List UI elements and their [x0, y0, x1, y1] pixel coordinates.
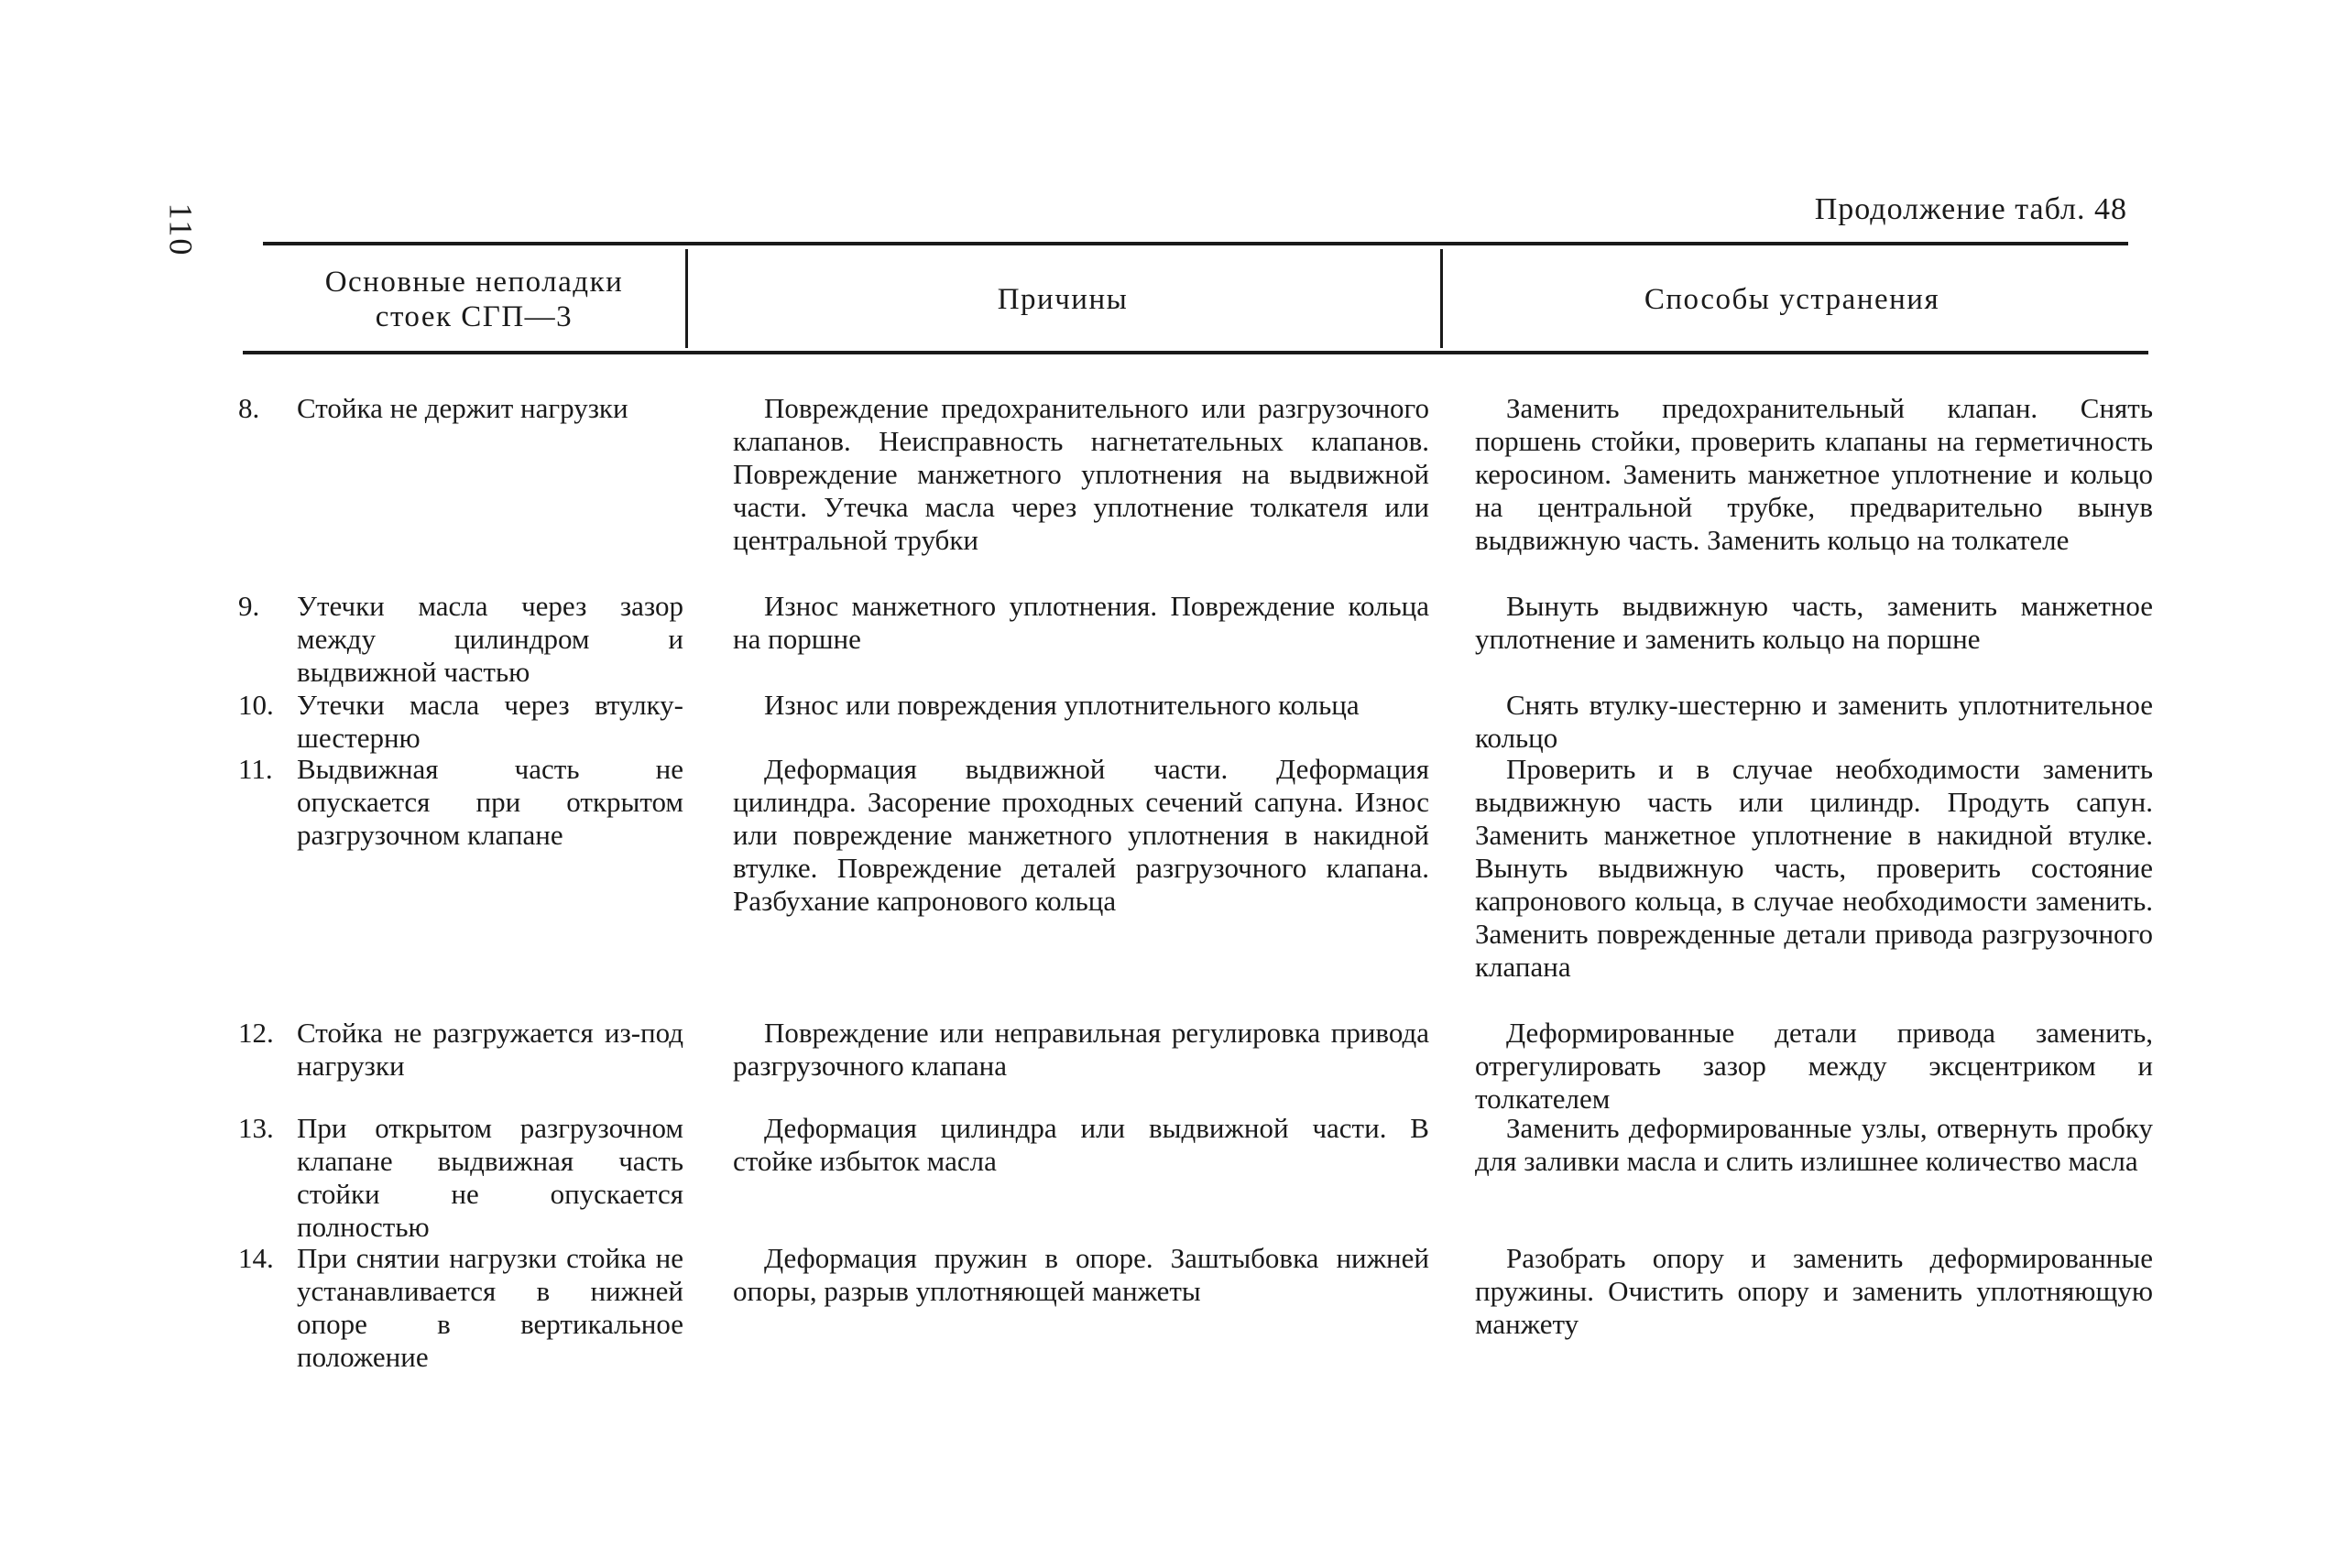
row-number: 13.	[238, 1112, 274, 1144]
fault-text: Утечки масла через зазор между цилиндром и выдвижной частью	[297, 590, 683, 688]
remedy-cell: Снять втулку-шестерню и заменить уплотнительное кольцо	[1475, 689, 2153, 754]
page-number: 110	[162, 202, 200, 257]
cause-cell: Деформация цилиндра или выдвижной части. В стойке избыток масла	[733, 1112, 1429, 1177]
fault-text: Выдвижная часть не опускается при открытом разгрузочном клапане	[297, 753, 683, 851]
cause-cell: Износ манжетного уплотнения. Повреждение кольца на поршне	[733, 590, 1429, 655]
cause-cell: Деформация пружин в опоре. Заштыбовка нижней опоры, разрыв уплотняющей манжеты	[733, 1242, 1429, 1307]
row-number: 12.	[238, 1017, 274, 1049]
fault-text: Утечки масла через втулку-шестерню	[297, 689, 683, 754]
cause-cell: Повреждение или неправильная регулировка привода разгрузочного клапана	[733, 1017, 1429, 1082]
fault-text: При открытом разгрузочном клапане выдвижная часть стойки не опускается полностью	[297, 1112, 683, 1243]
cause-cell: Деформация выдвижной части. Деформация цилиндра. Засорение проходных сечений сапуна. Износ или повреждение манжетного уплотнения в накидной втулке. Повреждение деталей разгрузочного клапана. Разбухание капронового кольца	[733, 753, 1429, 917]
fault-text: Стойка не держит нагрузки	[297, 392, 628, 424]
fault-text: При снятии нагрузки стойка не устанавливается в нижней опоре в вертикальное положение	[297, 1242, 683, 1373]
remedy-cell: Проверить и в случае необходимости заменить выдвижную часть или цилиндр. Продуть сапун. Заменить манжетное уплотнение в накидной втулке. Вынуть выдвижную часть, проверить состояние капронового кольца, в случае необходимости заменить. Заменить поврежденные детали привода разгрузочного клапана	[1475, 753, 2153, 983]
header-separator-1	[685, 249, 688, 348]
table-top-rule	[263, 242, 2128, 245]
table-continuation-label: Продолжение табл. 48	[1814, 192, 2127, 226]
fault-text: Стойка не разгружается из-под нагрузки	[297, 1017, 683, 1082]
remedy-cell: Заменить деформированные узлы, отвернуть пробку для заливки масла и слить излишнее количество масла	[1475, 1112, 2153, 1177]
remedy-cell: Деформированные детали привода заменить, отрегулировать зазор между эксцентриком и толкателем	[1475, 1017, 2153, 1115]
row-number: 10.	[238, 689, 274, 721]
row-number: 11.	[238, 753, 273, 785]
table-header-rule	[243, 351, 2148, 354]
cause-cell: Износ или повреждения уплотнительного кольца	[764, 689, 1360, 721]
header-causes: Причины	[997, 283, 1129, 316]
remedy-cell: Заменить предохранительный клапан. Снять поршень стойки, проверить клапаны на герметичность керосином. Заменить манжетное уплотнение и кольцо на центральной трубке, предварительно вынув выдвижную часть. Заменить кольцо на толкателе	[1475, 392, 2153, 556]
row-number: 9.	[238, 590, 260, 622]
row-number: 14.	[238, 1242, 274, 1274]
header-faults: Основные неполадки стоек СГП—3	[324, 266, 624, 333]
header-remedies: Способы устранения	[1644, 283, 1940, 316]
cause-cell: Повреждение предохранительного или разгрузочного клапанов. Неисправность нагнетательных клапанов. Повреждение манжетного уплотнения на выдвижной части. Утечка масла через уплотнение толкателя или центральной трубки	[733, 392, 1429, 556]
remedy-cell: Разобрать опору и заменить деформированные пружины. Очистить опору и заменить уплотняющую манжету	[1475, 1242, 2153, 1340]
header-separator-2	[1440, 249, 1443, 348]
remedy-cell: Вынуть выдвижную часть, заменить манжетное уплотнение и заменить кольцо на поршне	[1475, 590, 2153, 655]
row-number: 8.	[238, 392, 260, 424]
